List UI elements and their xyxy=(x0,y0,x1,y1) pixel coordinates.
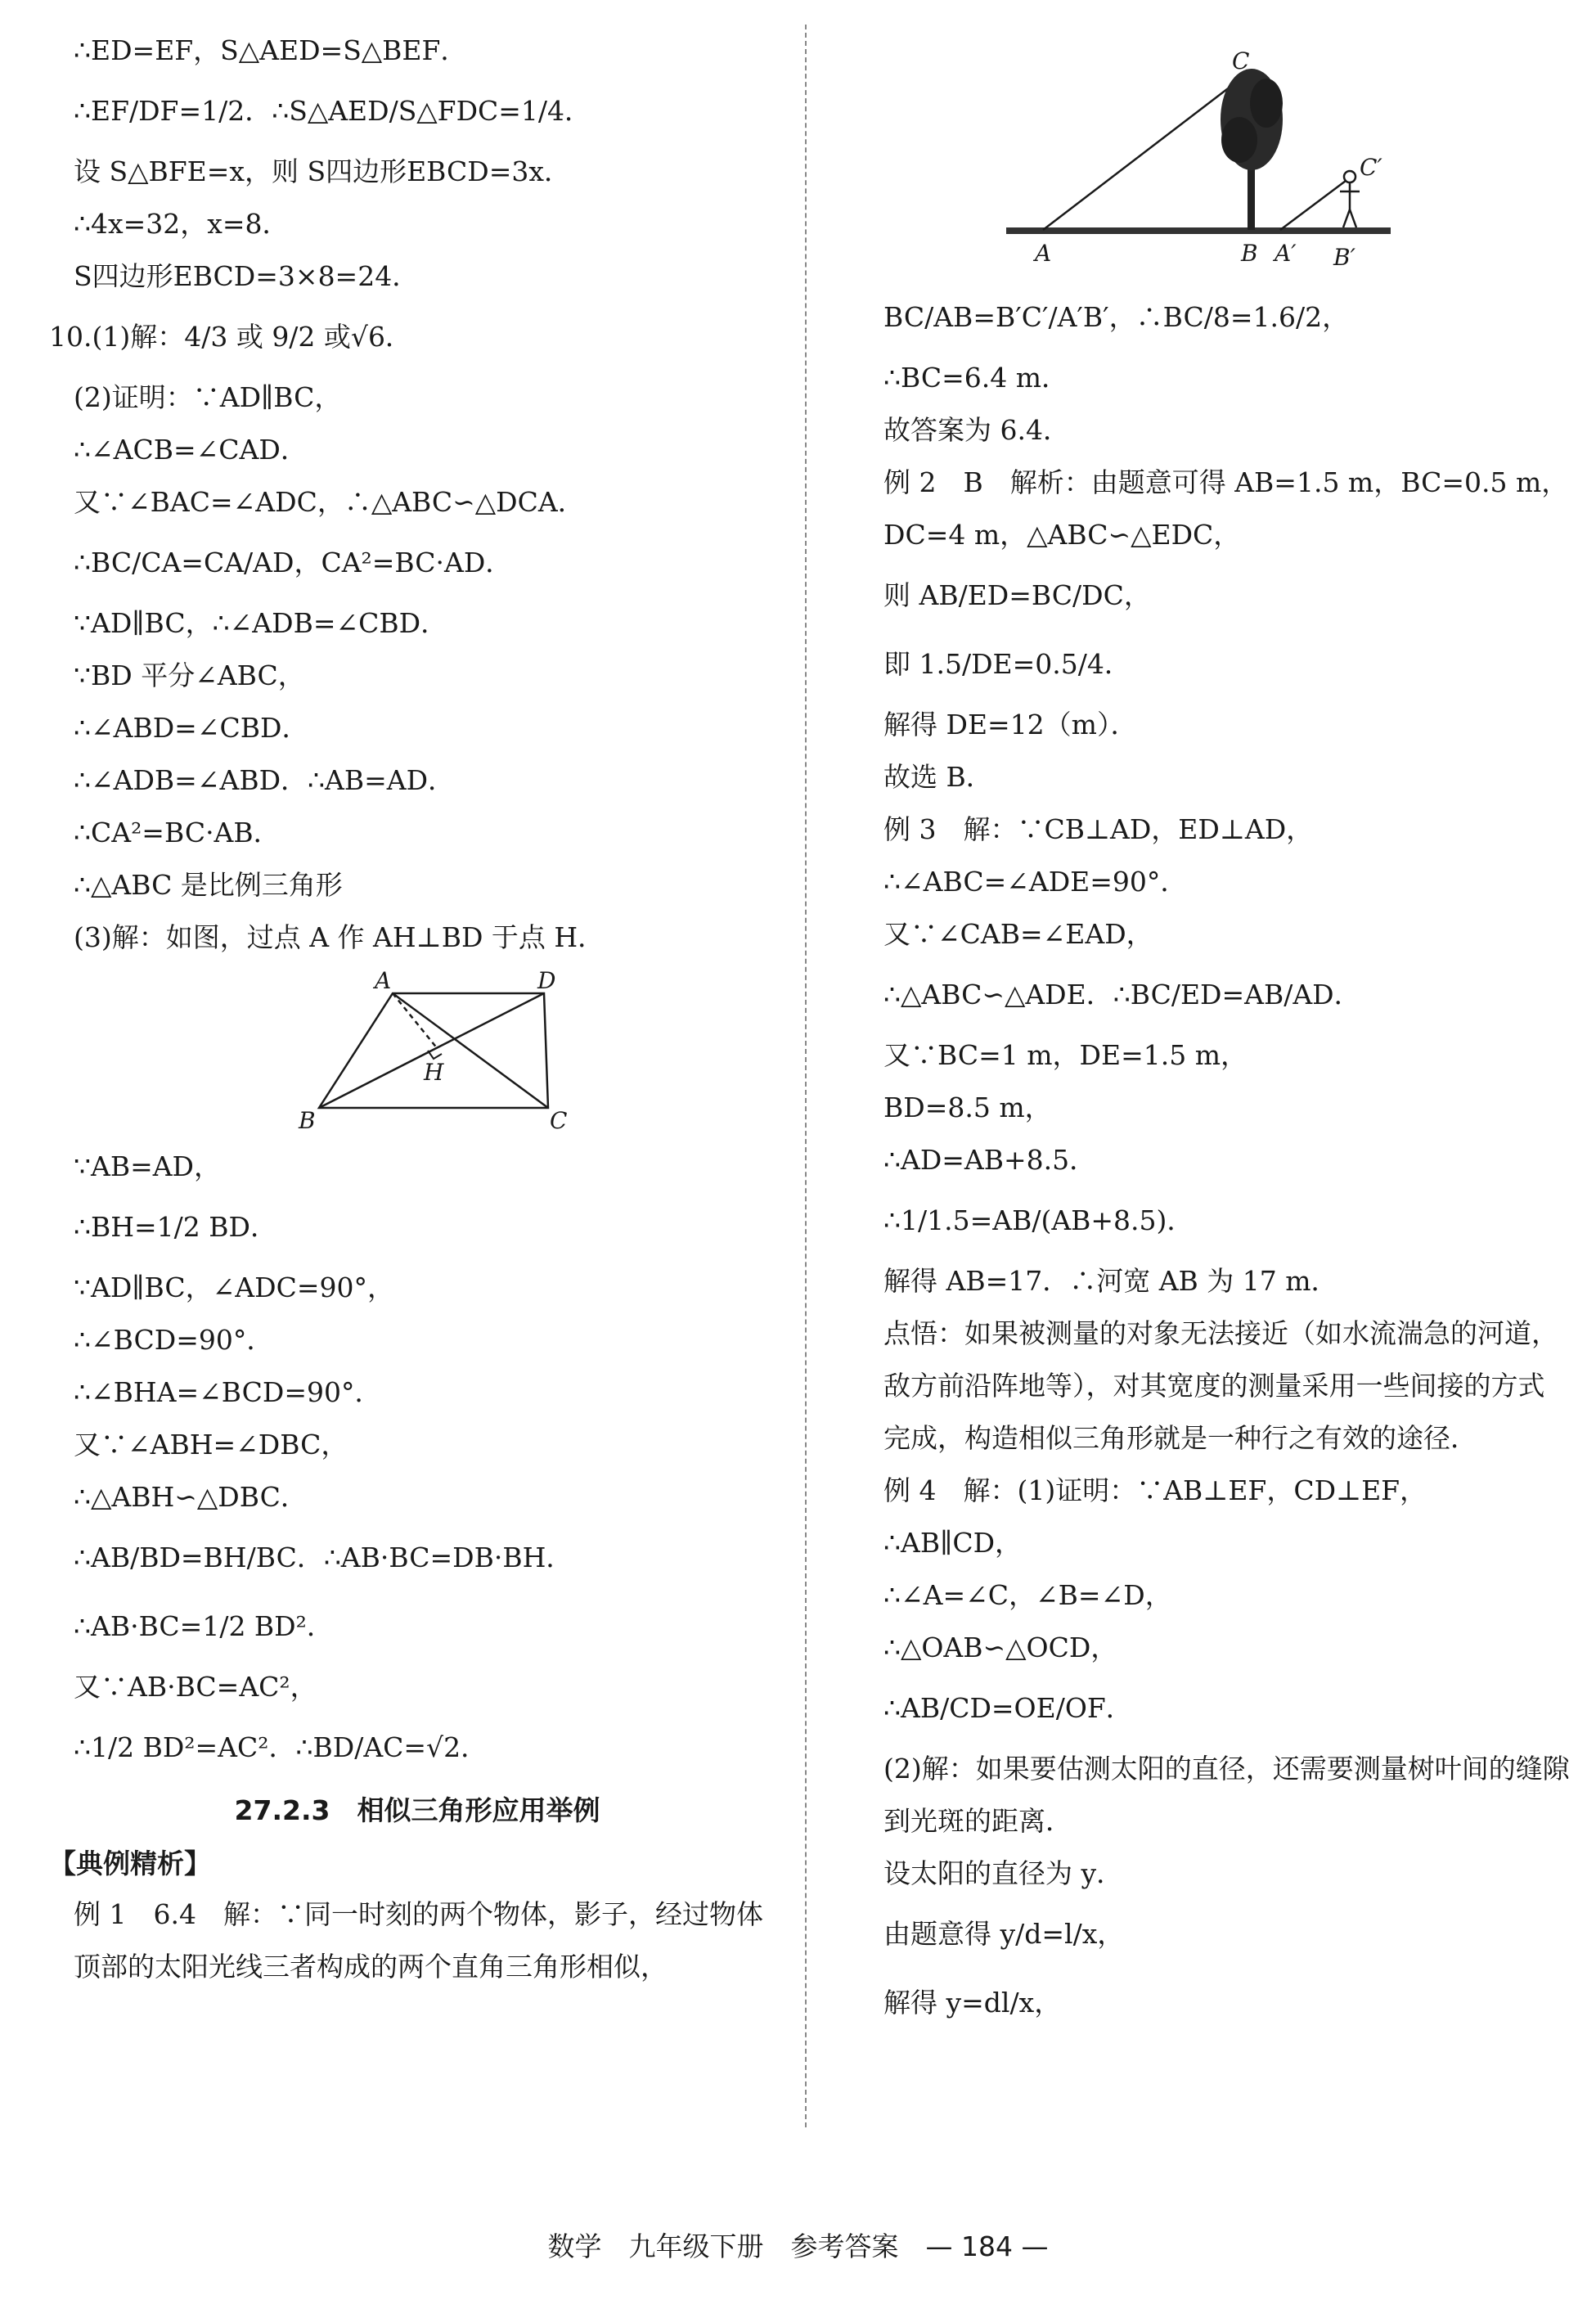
text-line: ∴∠ABD=∠CBD． xyxy=(74,712,309,744)
insight-note: 点悟：如果被测量的对象无法接近（如水流湍急的河道，敌方前沿阵地等），对其宽度的测量采用一些间接的方式完成，构造相似三角形就是一种行之有效的途径． xyxy=(883,1317,1558,1454)
text-line: 又∵∠CAB=∠EAD， xyxy=(883,918,1153,950)
text-line: (2)证明：∵AD∥BC， xyxy=(74,381,342,413)
text-line: BD=8.5 m， xyxy=(883,1091,1052,1123)
text-line: ∴1/1.5=AB/(AB+8.5)． xyxy=(883,1204,1194,1236)
text-line: 又∵∠BAC=∠ADC，∴△ABC∽△DCA． xyxy=(74,486,585,518)
example-1: 例 1 6.4 解：∵同一时刻的两个物体，影子，经过物体顶部的太阳光线三者构成的两个直角三角形相似， xyxy=(74,1898,763,1983)
text-line: 又∵∠ABH=∠DBC， xyxy=(74,1429,348,1461)
text-line: ∵AB=AD， xyxy=(74,1150,222,1182)
text-line: ∴ED=EF，S△AED=S△BEF． xyxy=(74,34,468,66)
label-b: B xyxy=(1241,240,1258,267)
text-line: ∴∠BCD=90°． xyxy=(74,1324,274,1356)
text-line: 即 1.5/DE=0.5/4． xyxy=(883,648,1131,680)
text-line: ∴AB/BD=BH/BC．∴AB·BC=DB·BH． xyxy=(74,1542,573,1573)
problem-10-part-1: 10.(1)解：4/3 或 9/2 或√6． xyxy=(49,321,412,353)
example-3: 例 3 解：∵CB⊥AD，ED⊥AD， xyxy=(883,813,1314,845)
text-line: ∴△ABC∽△ADE．∴BC/ED=AB/AD． xyxy=(883,979,1361,1010)
text-line: ∴△ABH∽△DBC． xyxy=(74,1481,308,1513)
page-footer: 数学 九年级下册 参考答案 — 184 — xyxy=(547,2230,1049,2262)
label-a: A xyxy=(1035,240,1052,267)
text-line: ∴4x=32，x=8． xyxy=(74,208,290,240)
text-line: ∴∠BHA=∠BCD=90°． xyxy=(74,1376,382,1408)
text-line: ∴AD=AB+8.5． xyxy=(883,1144,1097,1176)
text-line: ∵AD∥BC，∠ADC=90°， xyxy=(74,1272,394,1303)
right-column xyxy=(826,25,1571,2037)
tree-shadow-figure xyxy=(826,29,1571,275)
text-line: 故选 B． xyxy=(883,761,993,793)
text-line: 则 AB/ED=BC/DC， xyxy=(883,579,1151,611)
text-line: ∴△OAB∽△OCD， xyxy=(883,1632,1118,1663)
text-line: ∴∠ABC=∠ADE=90°． xyxy=(883,866,1188,898)
text-line: 设 S△BFE=x，则 S四边形EBCD=3x． xyxy=(74,155,571,187)
text-line: 由题意得 y/d=l/x， xyxy=(883,1918,1125,1950)
text-line: 设太阳的直径为 y． xyxy=(883,1857,1124,1889)
text-line: ∵BD 平分∠ABC， xyxy=(74,659,305,691)
label-a: A xyxy=(375,969,392,994)
text-line: 又∵AB·BC=AC²， xyxy=(74,1671,317,1703)
label-c-prime: C′ xyxy=(1360,154,1382,181)
text-line: ∵AD∥BC，∴∠ADB=∠CBD． xyxy=(74,607,448,639)
text-line: ∴∠ACB=∠CAD． xyxy=(74,434,308,466)
label-b: B xyxy=(299,1107,316,1132)
text-line: ∴BC=6.4 m． xyxy=(883,362,1069,394)
label-c: C xyxy=(550,1107,568,1132)
text-line: 解得 AB=17．∴河宽 AB 为 17 m． xyxy=(883,1265,1338,1297)
text-line: ∴AB·BC=1/2 BD²． xyxy=(74,1610,334,1642)
text-line: ∴△ABC 是比例三角形 xyxy=(74,869,343,901)
left-column xyxy=(49,25,785,1993)
text-line: 又∵BC=1 m，DE=1.5 m， xyxy=(883,1039,1248,1071)
text-line: ∴AB/CD=OE/OF． xyxy=(883,1692,1133,1724)
text-line: ∴BC/CA=CA/AD，CA²=BC·AD． xyxy=(74,547,513,578)
column-divider xyxy=(805,25,807,2127)
example-2: 例 2 B 解析：由题意可得 AB=1.5 m，BC=0.5 m，DC=4 m，△ABC∽△EDC， xyxy=(883,466,1569,551)
text-line: ∴BH=1/2 BD． xyxy=(74,1211,277,1243)
section-title: 27.2.3 相似三角形应用举例 xyxy=(234,1794,600,1826)
example-4: 例 4 解：(1)证明：∵AB⊥EF，CD⊥EF， xyxy=(883,1474,1427,1506)
text-line: 解得 y=dl/x， xyxy=(883,1987,1062,2019)
text-line: 故答案为 6.4． xyxy=(883,414,1070,446)
text-line: ∴∠A=∠C，∠B=∠D， xyxy=(883,1579,1172,1611)
text-line: ∴1/2 BD²=AC²．∴BD/AC=√2． xyxy=(74,1731,488,1763)
section-subheading: 【典例精析】 xyxy=(49,1848,211,1879)
text-line: (3)解：如图，过点 A 作 AH⊥BD 于点 H． xyxy=(74,921,605,953)
text-line: BC/AB=B′C′/A′B′，∴BC/8=1.6/2， xyxy=(883,301,1350,333)
text-line: ∴AB∥CD， xyxy=(883,1527,1023,1559)
text-line: ∴∠ADB=∠ABD．∴AB=AD． xyxy=(74,764,456,796)
label-h: H xyxy=(424,1059,444,1086)
text-line: 解得 DE=12（m）． xyxy=(883,709,1138,740)
label-b-prime: B′ xyxy=(1333,244,1355,271)
text-line: (2)解：如果要估测太阳的直径，还需要测量树叶间的缝隙到光斑的距离． xyxy=(883,1753,1570,1837)
text-line: ∴CA²=BC·AB． xyxy=(74,817,281,848)
text-line: ∴EF/DF=1/2．∴S△AED/S△FDC=1/4． xyxy=(74,95,592,127)
label-c: C xyxy=(1232,47,1250,74)
label-a-prime: A′ xyxy=(1275,240,1297,267)
trapezoid-figure xyxy=(49,969,785,1132)
label-d: D xyxy=(537,969,556,994)
text-line: S四边形EBCD=3×8=24． xyxy=(74,260,420,292)
